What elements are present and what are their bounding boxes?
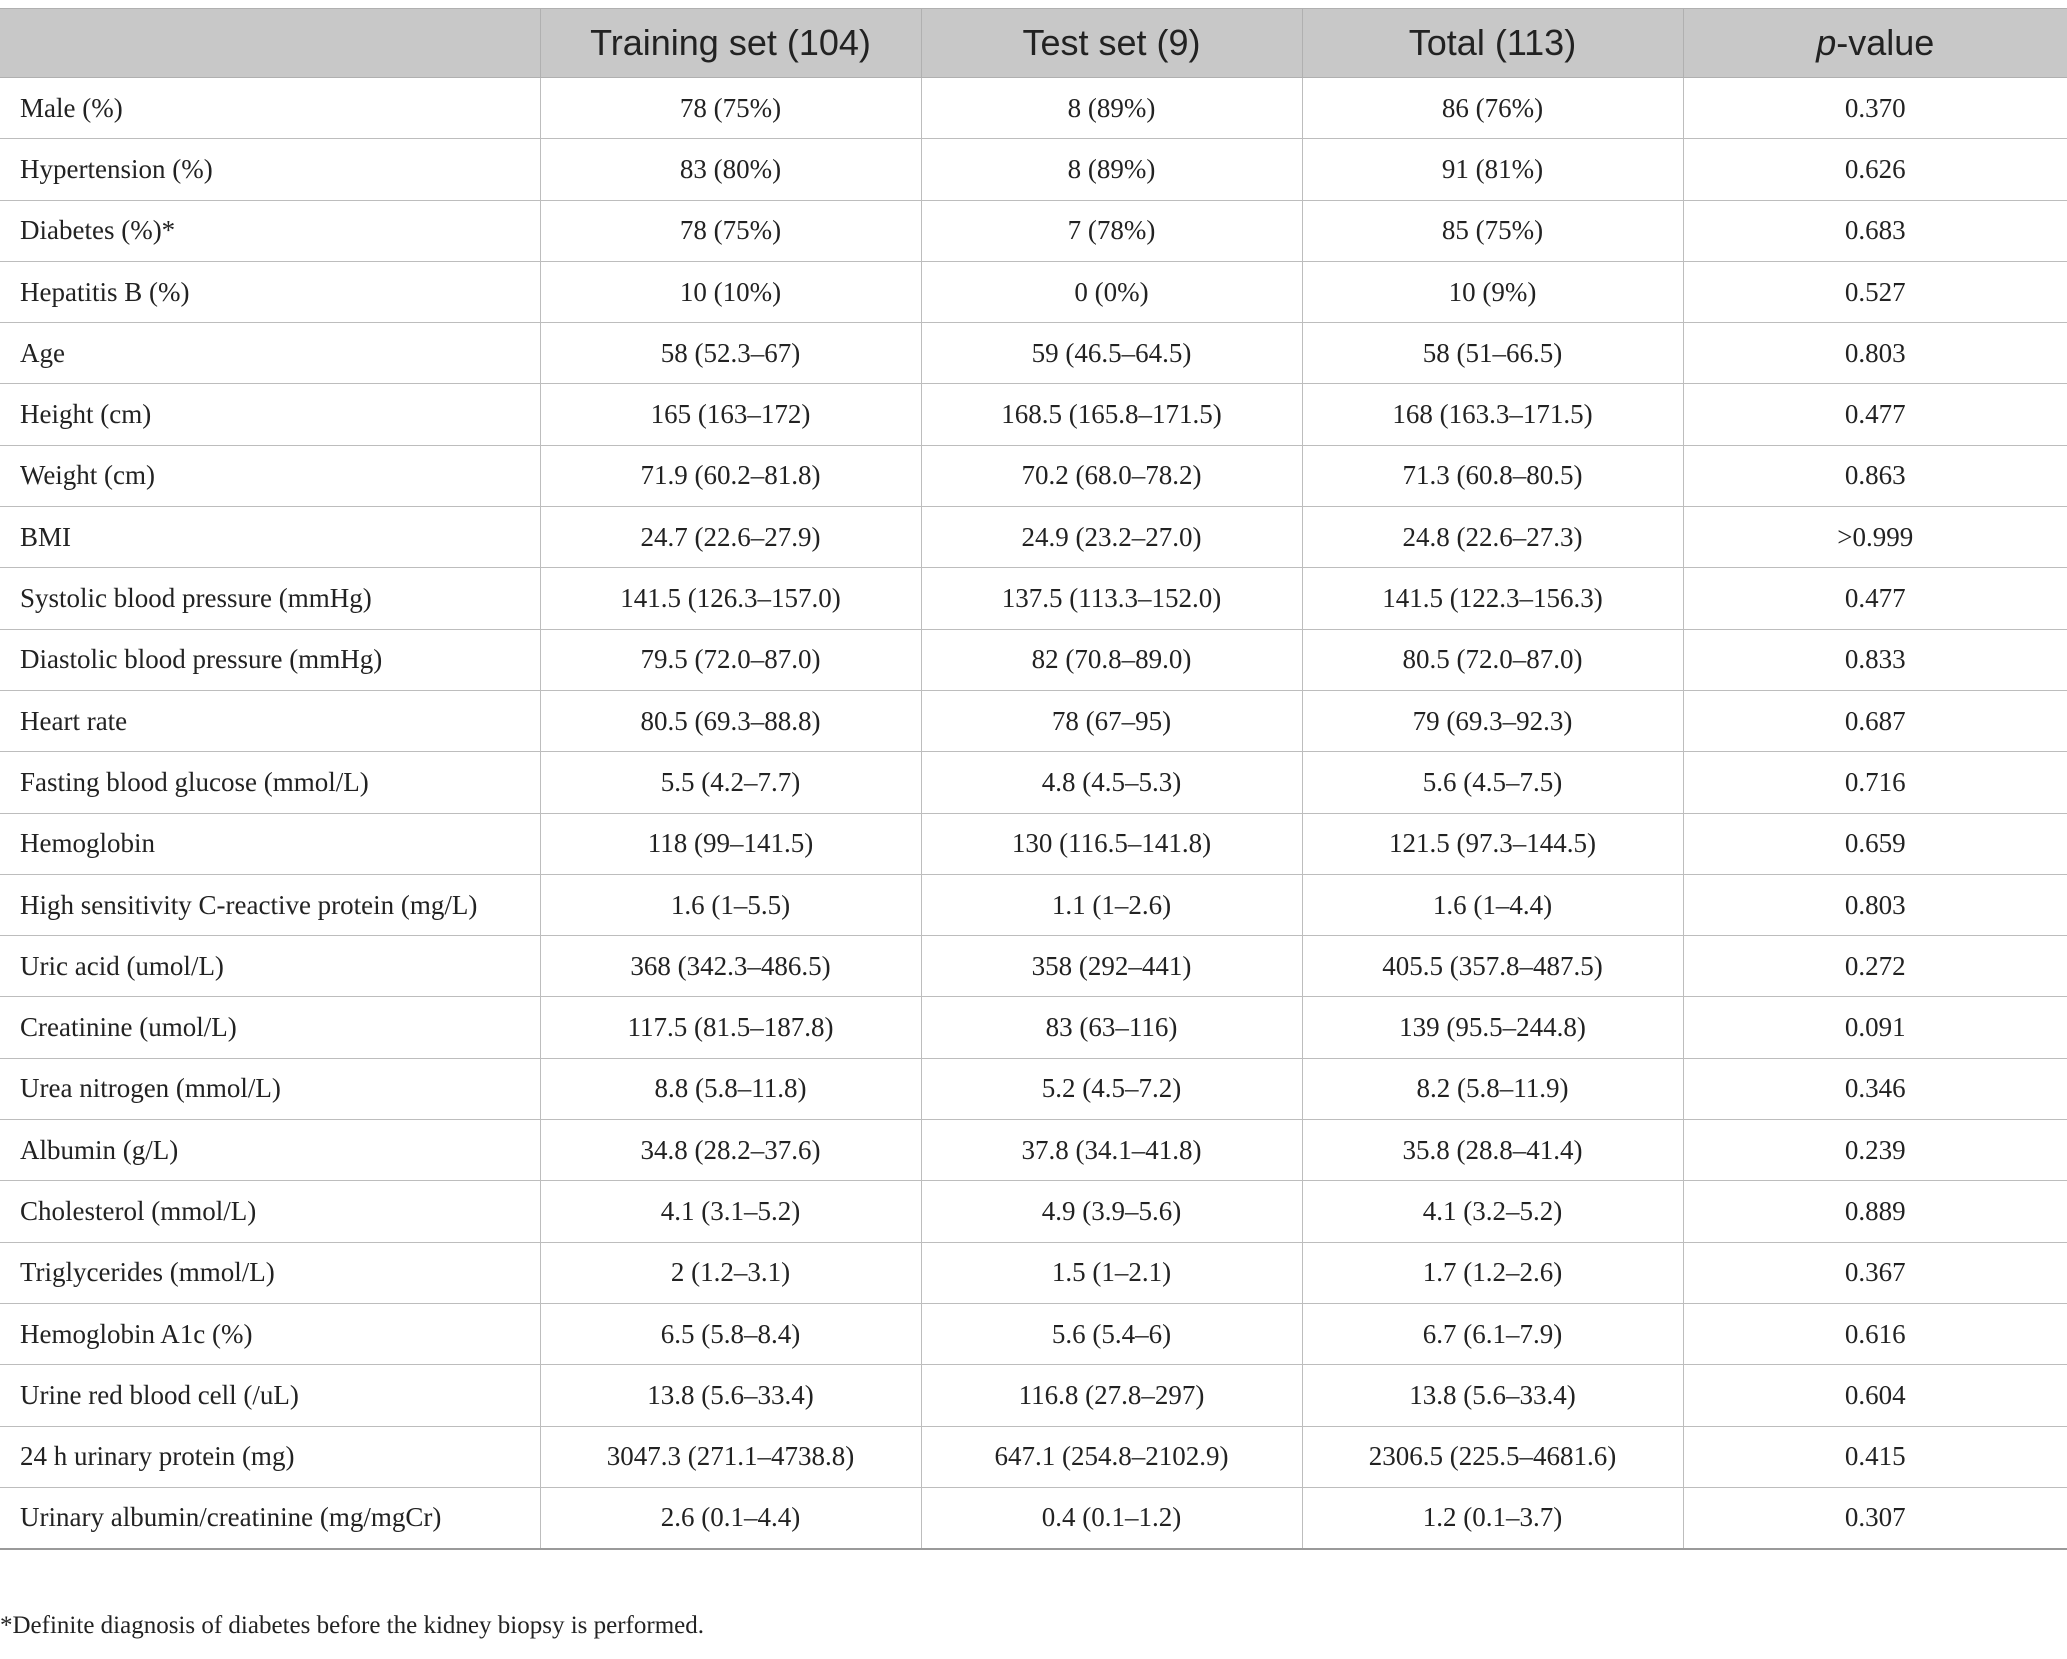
cell-training-set: 141.5 (126.3–157.0) [540,568,921,629]
cell-total: 13.8 (5.6–33.4) [1302,1365,1683,1426]
cell-training-set: 1.6 (1–5.5) [540,874,921,935]
cell-p-value: 0.091 [1683,997,2067,1058]
table-row [0,629,2067,690]
table-row [0,690,2067,751]
data-table-container [0,8,2067,1550]
cell-variable: Creatinine (umol/L) [0,997,540,1058]
cell-total: 86 (76%) [1302,78,1683,139]
cell-total: 80.5 (72.0–87.0) [1302,629,1683,690]
table-row [0,445,2067,506]
cell-p-value: 0.477 [1683,384,2067,445]
table-row [0,78,2067,139]
cell-training-set: 2.6 (0.1–4.4) [540,1487,921,1549]
cell-training-set: 58 (52.3–67) [540,323,921,384]
cell-variable: Urea nitrogen (mmol/L) [0,1058,540,1119]
cell-test-set: 4.8 (4.5–5.3) [921,752,1302,813]
p-value-suffix: -value [1836,22,1935,63]
cell-test-set: 7 (78%) [921,200,1302,261]
cell-training-set: 5.5 (4.2–7.7) [540,752,921,813]
header-cell-p-value [1683,9,2067,78]
cell-training-set: 8.8 (5.8–11.8) [540,1058,921,1119]
cell-variable: Uric acid (umol/L) [0,936,540,997]
cell-training-set: 83 (80%) [540,139,921,200]
table-row [0,1058,2067,1119]
cell-training-set: 368 (342.3–486.5) [540,936,921,997]
table-row [0,568,2067,629]
cell-training-set: 79.5 (72.0–87.0) [540,629,921,690]
cell-total: 10 (9%) [1302,261,1683,322]
header-cell-variable [0,9,540,78]
cell-variable: Hepatitis B (%) [0,261,540,322]
table-row [0,936,2067,997]
cell-test-set: 116.8 (27.8–297) [921,1365,1302,1426]
cell-training-set: 78 (75%) [540,200,921,261]
cell-p-value: 0.604 [1683,1365,2067,1426]
table-row [0,261,2067,322]
cell-p-value: 0.803 [1683,323,2067,384]
cell-p-value: 0.833 [1683,629,2067,690]
cell-p-value: 0.527 [1683,261,2067,322]
header-row [0,9,2067,78]
cell-total: 6.7 (6.1–7.9) [1302,1303,1683,1364]
cell-training-set: 24.7 (22.6–27.9) [540,507,921,568]
cell-p-value: 0.307 [1683,1487,2067,1549]
cell-total: 168 (163.3–171.5) [1302,384,1683,445]
cell-training-set: 3047.3 (271.1–4738.8) [540,1426,921,1487]
cell-total: 141.5 (122.3–156.3) [1302,568,1683,629]
cell-variable: High sensitivity C-reactive protein (mg/L) [0,874,540,935]
cell-p-value: 0.863 [1683,445,2067,506]
cell-total: 79 (69.3–92.3) [1302,690,1683,751]
cell-variable: Hemoglobin A1c (%) [0,1303,540,1364]
cell-total: 58 (51–66.5) [1302,323,1683,384]
cell-p-value: 0.415 [1683,1426,2067,1487]
cell-test-set: 137.5 (113.3–152.0) [921,568,1302,629]
cell-p-value: 0.626 [1683,139,2067,200]
cell-test-set: 4.9 (3.9–5.6) [921,1181,1302,1242]
cell-training-set: 117.5 (81.5–187.8) [540,997,921,1058]
table-row [0,384,2067,445]
cell-total: 2306.5 (225.5–4681.6) [1302,1426,1683,1487]
cell-total: 71.3 (60.8–80.5) [1302,445,1683,506]
cell-variable: Albumin (g/L) [0,1120,540,1181]
header-cell-test-set: Test set (9) [921,9,1302,78]
table-header [0,9,2067,78]
cell-training-set: 13.8 (5.6–33.4) [540,1365,921,1426]
data-table [0,8,2067,1550]
cell-p-value: 0.616 [1683,1303,2067,1364]
cell-total: 1.6 (1–4.4) [1302,874,1683,935]
cell-test-set: 130 (116.5–141.8) [921,813,1302,874]
table-row [0,874,2067,935]
cell-variable: Urine red blood cell (/uL) [0,1365,540,1426]
cell-variable: Systolic blood pressure (mmHg) [0,568,540,629]
cell-total: 4.1 (3.2–5.2) [1302,1181,1683,1242]
cell-variable: Urinary albumin/creatinine (mg/mgCr) [0,1487,540,1549]
table-row [0,1487,2067,1549]
table-row [0,1120,2067,1181]
cell-p-value: 0.716 [1683,752,2067,813]
table-body [0,78,2067,1550]
cell-total: 1.7 (1.2–2.6) [1302,1242,1683,1303]
cell-p-value: 0.659 [1683,813,2067,874]
table-row [0,1303,2067,1364]
cell-test-set: 37.8 (34.1–41.8) [921,1120,1302,1181]
cell-test-set: 5.6 (5.4–6) [921,1303,1302,1364]
table-row [0,1426,2067,1487]
cell-total: 35.8 (28.8–41.4) [1302,1120,1683,1181]
p-value-italic-p: p [1816,22,1837,63]
cell-training-set: 2 (1.2–3.1) [540,1242,921,1303]
table-row [0,1181,2067,1242]
cell-variable: Heart rate [0,690,540,751]
cell-training-set: 78 (75%) [540,78,921,139]
cell-training-set: 80.5 (69.3–88.8) [540,690,921,751]
cell-variable: Hypertension (%) [0,139,540,200]
table-row [0,200,2067,261]
cell-variable: Fasting blood glucose (mmol/L) [0,752,540,813]
table-row [0,507,2067,568]
cell-training-set: 4.1 (3.1–5.2) [540,1181,921,1242]
cell-variable: Male (%) [0,78,540,139]
cell-test-set: 358 (292–441) [921,936,1302,997]
cell-total: 91 (81%) [1302,139,1683,200]
cell-variable: Height (cm) [0,384,540,445]
cell-test-set: 70.2 (68.0–78.2) [921,445,1302,506]
cell-total: 85 (75%) [1302,200,1683,261]
cell-total: 8.2 (5.8–11.9) [1302,1058,1683,1119]
cell-p-value: 0.683 [1683,200,2067,261]
cell-variable: Diabetes (%)* [0,200,540,261]
cell-p-value: 0.367 [1683,1242,2067,1303]
cell-test-set: 82 (70.8–89.0) [921,629,1302,690]
cell-p-value: 0.889 [1683,1181,2067,1242]
cell-p-value: >0.999 [1683,507,2067,568]
cell-total: 24.8 (22.6–27.3) [1302,507,1683,568]
cell-test-set: 168.5 (165.8–171.5) [921,384,1302,445]
cell-total: 1.2 (0.1–3.7) [1302,1487,1683,1549]
cell-p-value: 0.803 [1683,874,2067,935]
cell-test-set: 8 (89%) [921,78,1302,139]
table-row [0,323,2067,384]
cell-test-set: 8 (89%) [921,139,1302,200]
cell-test-set: 5.2 (4.5–7.2) [921,1058,1302,1119]
cell-variable: BMI [0,507,540,568]
cell-test-set: 0 (0%) [921,261,1302,322]
cell-training-set: 34.8 (28.2–37.6) [540,1120,921,1181]
table-row [0,139,2067,200]
cell-test-set: 0.4 (0.1–1.2) [921,1487,1302,1549]
cell-training-set: 118 (99–141.5) [540,813,921,874]
cell-p-value: 0.272 [1683,936,2067,997]
cell-p-value: 0.239 [1683,1120,2067,1181]
table-footnote: *Definite diagnosis of diabetes before the kidney biopsy is performed. [0,1612,704,1639]
cell-variable: Cholesterol (mmol/L) [0,1181,540,1242]
table-row [0,997,2067,1058]
table-row [0,1242,2067,1303]
cell-training-set: 165 (163–172) [540,384,921,445]
cell-p-value: 0.346 [1683,1058,2067,1119]
cell-variable: 24 h urinary protein (mg) [0,1426,540,1487]
table-row [0,752,2067,813]
cell-p-value: 0.477 [1683,568,2067,629]
cell-variable: Diastolic blood pressure (mmHg) [0,629,540,690]
cell-test-set: 78 (67–95) [921,690,1302,751]
cell-p-value: 0.370 [1683,78,2067,139]
cell-total: 5.6 (4.5–7.5) [1302,752,1683,813]
table-row [0,1365,2067,1426]
cell-test-set: 1.1 (1–2.6) [921,874,1302,935]
cell-training-set: 10 (10%) [540,261,921,322]
cell-p-value: 0.687 [1683,690,2067,751]
header-cell-training-set: Training set (104) [540,9,921,78]
cell-training-set: 71.9 (60.2–81.8) [540,445,921,506]
table-row [0,813,2067,874]
cell-test-set: 83 (63–116) [921,997,1302,1058]
cell-test-set: 647.1 (254.8–2102.9) [921,1426,1302,1487]
cell-total: 405.5 (357.8–487.5) [1302,936,1683,997]
header-cell-total: Total (113) [1302,9,1683,78]
cell-total: 139 (95.5–244.8) [1302,997,1683,1058]
cell-training-set: 6.5 (5.8–8.4) [540,1303,921,1364]
cell-test-set: 59 (46.5–64.5) [921,323,1302,384]
cell-test-set: 24.9 (23.2–27.0) [921,507,1302,568]
cell-variable: Triglycerides (mmol/L) [0,1242,540,1303]
cell-total: 121.5 (97.3–144.5) [1302,813,1683,874]
cell-variable: Hemoglobin [0,813,540,874]
cell-test-set: 1.5 (1–2.1) [921,1242,1302,1303]
cell-variable: Age [0,323,540,384]
cell-variable: Weight (cm) [0,445,540,506]
